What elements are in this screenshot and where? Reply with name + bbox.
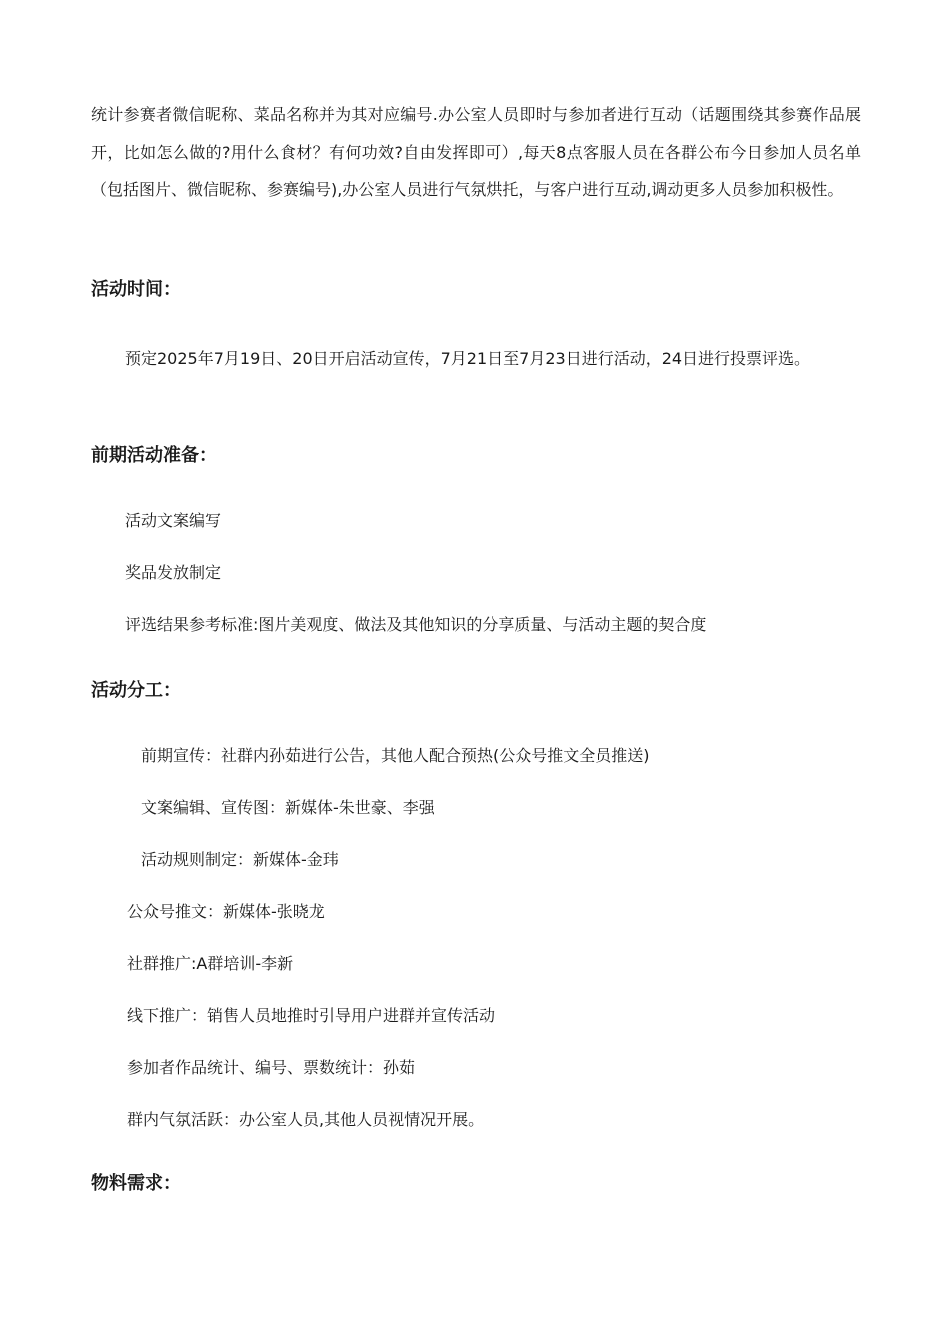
division-item: 参加者作品统计、编号、票数统计：孙茹 xyxy=(127,1058,416,1077)
division-item: 线下推广：销售人员地推时引导用户进群并宣传活动 xyxy=(127,1006,496,1025)
prep-item: 评选结果参考标准:图片美观度、做法及其他知识的分享质量、与活动主题的契合度 xyxy=(125,615,707,634)
division-item: 文案编辑、宣传图：新媒体-朱世豪、李强 xyxy=(141,798,435,817)
division-heading: 活动分工： xyxy=(91,680,181,701)
time-paragraph: 预定2025年7月19日、20日开启活动宣传，7月21日至7月23日进行活动，24日进行投票评选。 xyxy=(125,349,811,368)
materials-heading: 物料需求： xyxy=(91,1173,181,1194)
intro-paragraph: 统计参赛者微信昵称、菜品名称并为其对应编号.办公室人员即时与参加者进行互动（话题围绕其参赛作品展开，比如怎么做的?用什么食材？有何功效?自由发挥即可）,每天8点客服人员在各群公布今日参加人员名单（包括图片、微信昵称、参赛编号),办公室人员进行气氛烘托，与客户进行互动,调动更多人员参加积极性。 xyxy=(91,105,861,199)
division-item: 群内气氛活跃：办公室人员,其他人员视情况开展。 xyxy=(127,1110,485,1129)
division-item: 前期宣传：社群内孙茹进行公告，其他人配合预热(公众号推文全员推送) xyxy=(141,746,650,765)
division-item: 社群推广:A群培训-李新 xyxy=(127,954,294,973)
division-item: 活动规则制定：新媒体-金玮 xyxy=(141,850,339,869)
prep-item: 奖品发放制定 xyxy=(125,563,222,582)
prep-item: 活动文案编写 xyxy=(125,511,222,530)
time-heading: 活动时间： xyxy=(91,279,181,300)
prep-heading: 前期活动准备： xyxy=(91,445,217,466)
division-item: 公众号推文：新媒体-张晓龙 xyxy=(127,902,325,921)
